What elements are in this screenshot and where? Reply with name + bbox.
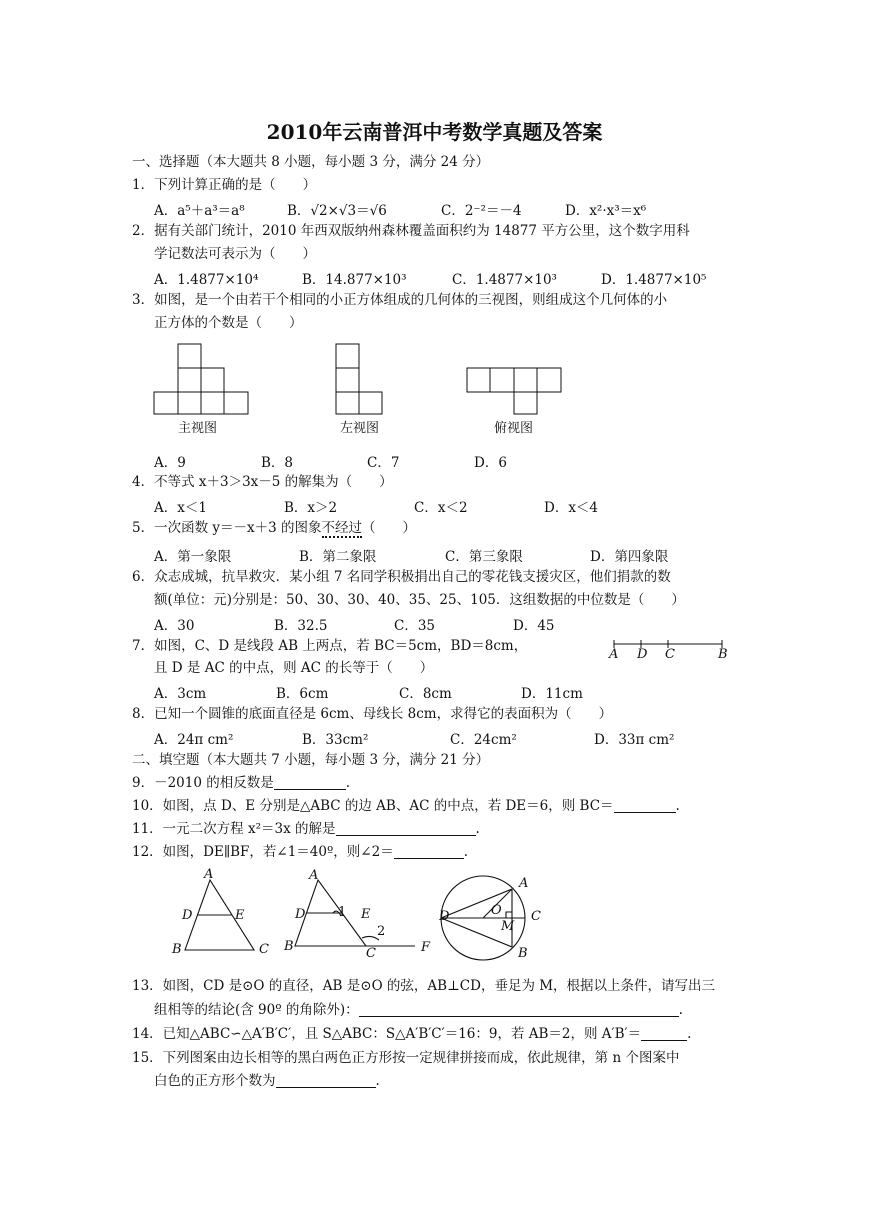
q15-line2 [154,1072,380,1090]
q1-option-a: A．a⁵＋a³＝a⁸ [154,203,245,219]
q2-option-c: C．1.4877×10³ [452,272,557,288]
q1-option-d: D．x²·x³＝x⁶ [565,203,647,219]
section-1-heading: 一、选择题（本大题共 8 小题，每小题 3 分，满分 24 分） [132,154,490,170]
triangle-figure-q12 [295,880,415,946]
q2-stem-line1: 2．据有关部门统计，2010 年西双版纳州森林覆盖面积约为 14877 平方公里，这个数字用科 [132,223,690,239]
fig3-label-a: A [519,876,529,891]
q4-option-c: C．x＜2 [414,500,468,516]
q3-option-c: C．7 [367,455,400,471]
q4-options [154,496,754,514]
q10-answer-blank[interactable] [614,798,676,813]
q8-option-a: A．24π cm² [154,732,234,748]
q4-option-a: A．x＜1 [154,500,207,516]
q12 [132,843,468,861]
q15-period: . [375,1073,380,1089]
q14-answer-blank[interactable] [641,1026,687,1041]
q9-answer-blank[interactable] [274,775,346,790]
q8-option-c: C．24cm² [450,732,517,748]
q2-options [154,268,754,286]
q13-line2 [154,1001,683,1019]
q1-options [154,199,754,217]
q7-stem-line1: 7．如图，C、D 是线段 AB 上两点，若 BC＝5cm，BD＝8cm， [132,638,528,654]
q3-stem-line1: 3．如图，是一个由若干个相同的小正方体组成的几何体的三视图，则组成这个几何体的小 [132,292,668,308]
q12-stem: 12．如图，DE∥BF，若∠1＝40º，则∠2＝ [132,844,394,860]
fig3-label-o: O [491,903,502,918]
circle-figure-q13 [441,876,525,960]
fig2-label-a: A [309,868,319,883]
fig2-angle-1: 1 [338,905,347,920]
q2-stem-line2: 学记数法可表示为（ ） [154,246,316,262]
q9-stem: 9．－2010 的相反数是 [132,775,274,791]
q15-answer-blank[interactable] [276,1073,376,1088]
front-view [154,344,248,414]
fig1-label-c: C [259,942,269,957]
fig3-label-c: C [531,909,541,924]
q10-period: . [675,798,680,814]
q4-stem: 4．不等式 x＋3＞3x－5 的解集为（ ） [132,474,393,490]
fig1-label-a: A [204,867,214,882]
q3-option-d: D．6 [474,455,507,471]
q7-option-b: B．6cm [276,686,329,702]
q5-stem-emphasis: 不经过 [321,520,363,536]
q1-stem: 1．下列计算正确的是（ ） [132,177,317,193]
q7-option-c: C．8cm [399,686,452,702]
q1-option-b: B．√2×√3＝√6 [287,203,387,219]
fig2-angle-2: 2 [377,924,386,939]
q5-options [154,545,754,563]
q11 [132,820,480,838]
seg-label-a: A [609,647,619,662]
q6-option-b: B．32.5 [274,618,328,634]
fig3-label-b: B [518,946,528,961]
seg-label-d: D [637,647,648,662]
fig2-label-b: B [284,939,294,954]
q13-answer-blank[interactable] [359,1002,679,1017]
fig1-label-b: B [172,942,182,957]
q5-option-a: A．第一象限 [154,549,232,565]
q7-option-d: D．11cm [521,686,583,702]
q9 [132,774,350,792]
q3-options [154,451,754,469]
fig3-label-m: M [501,919,515,934]
seg-label-b: B [718,647,728,662]
q13-period: . [678,1002,683,1018]
front-view-label: 主视图 [178,421,218,436]
q8-stem: 8．已知一个圆锥的底面直径是 6cm、母线长 8cm，求得它的表面积为（ ） [132,706,613,722]
top-view [467,368,561,414]
q5-option-d: D．第四象限 [590,549,669,565]
q1-option-c: C．2⁻²＝－4 [441,203,522,219]
fig1-label-d: D [182,908,193,923]
q8-option-d: D．33π cm² [594,732,675,748]
page-title: 2010年云南普洱中考数学真题及答案 [266,120,603,144]
q2-option-d: D．1.4877×10⁵ [601,272,707,288]
q15-line2-text: 白色的正方形个数为 [154,1073,276,1089]
fig2-label-c: C [366,946,376,961]
q15-line1: 15．下列图案由边长相等的黑白两色正方形按一定规律拼接而成，依此规律，第 n 个图案中 [132,1050,680,1066]
q6-options [154,614,754,632]
q4-option-b: B．x＞2 [284,500,338,516]
left-view-label: 左视图 [340,421,380,436]
q6-option-d: D．45 [513,618,555,634]
q9-period: . [345,775,351,791]
q6-option-a: A．30 [154,618,195,634]
q5-option-b: B．第二象限 [299,549,377,565]
q14 [132,1025,691,1043]
q8-option-b: B．33cm² [302,732,369,748]
q14-stem: 14．已知△ABC∽△A′B′C′，且 S△ABC：S△A′B′C′＝16：9，若 AB＝2，则 A′B′＝ [132,1026,642,1042]
q13-line1: 13．如图，CD 是⊙O 的直径，AB 是⊙O 的弦，AB⊥CD，垂足为 M，根据以上条件，请写出三 [132,978,716,994]
q10-stem: 10．如图，点 D、E 分别是△ABC 的边 AB、AC 的中点，若 DE＝6，则 BC＝ [132,798,614,814]
three-views-figure [150,340,570,420]
q8-options [154,728,754,746]
q14-period: . [687,1026,692,1042]
q3-stem-line2: 正方体的个数是（ ） [154,315,303,331]
q12-period: . [463,844,469,860]
q4-option-d: D．x＜4 [544,500,599,516]
q7-stem-line2: 且 D 是 AC 的中点，则 AC 的长等于（ ） [154,660,434,676]
q6-stem-line2: 额(单位：元)分别是：50、30、30、40、35、25、105．这组数据的中位数是（ ） [154,592,685,608]
q2-option-a: A．1.4877×10⁴ [154,272,259,288]
q5-stem-pre: 5．一次函数 y＝－x＋3 的图象 [132,520,322,536]
q10 [132,797,680,815]
left-view [336,344,382,414]
q2-option-b: B．14.877×10³ [302,272,407,288]
q6-stem-line1: 6．众志成城，抗旱救灾．某小组 7 名同学积极捐出自己的零花钱支援灾区，他们捐款的数 [132,569,671,585]
q12-answer-blank[interactable] [394,844,464,859]
fig2-label-e: E [361,907,371,922]
section-2-heading: 二、填空题（本大题共 7 小题，每小题 3 分，满分 21 分） [132,752,490,768]
q3-option-a: A．9 [154,455,186,471]
fig1-label-e: E [235,908,245,923]
fig2-label-d: D [295,907,306,922]
q11-stem: 11．一元二次方程 x²＝3x 的解是 [132,821,336,837]
q5-stem-post: （ ） [362,520,417,536]
q13-line2-text: 组相等的结论(含 90º 的角除外)： [154,1002,359,1018]
q5-stem [132,519,416,537]
top-view-label: 俯视图 [494,421,534,436]
q3-option-b: B．8 [261,455,294,471]
q11-answer-blank[interactable] [336,821,476,836]
q7-options [154,682,754,700]
fig2-label-f: F [421,940,431,955]
fig3-label-d: D [439,909,450,924]
q11-period: . [475,821,480,837]
seg-label-c: C [665,647,675,662]
q5-option-c: C．第三象限 [445,549,523,565]
q7-option-a: A．3cm [154,686,207,702]
q6-option-c: C．35 [394,618,436,634]
